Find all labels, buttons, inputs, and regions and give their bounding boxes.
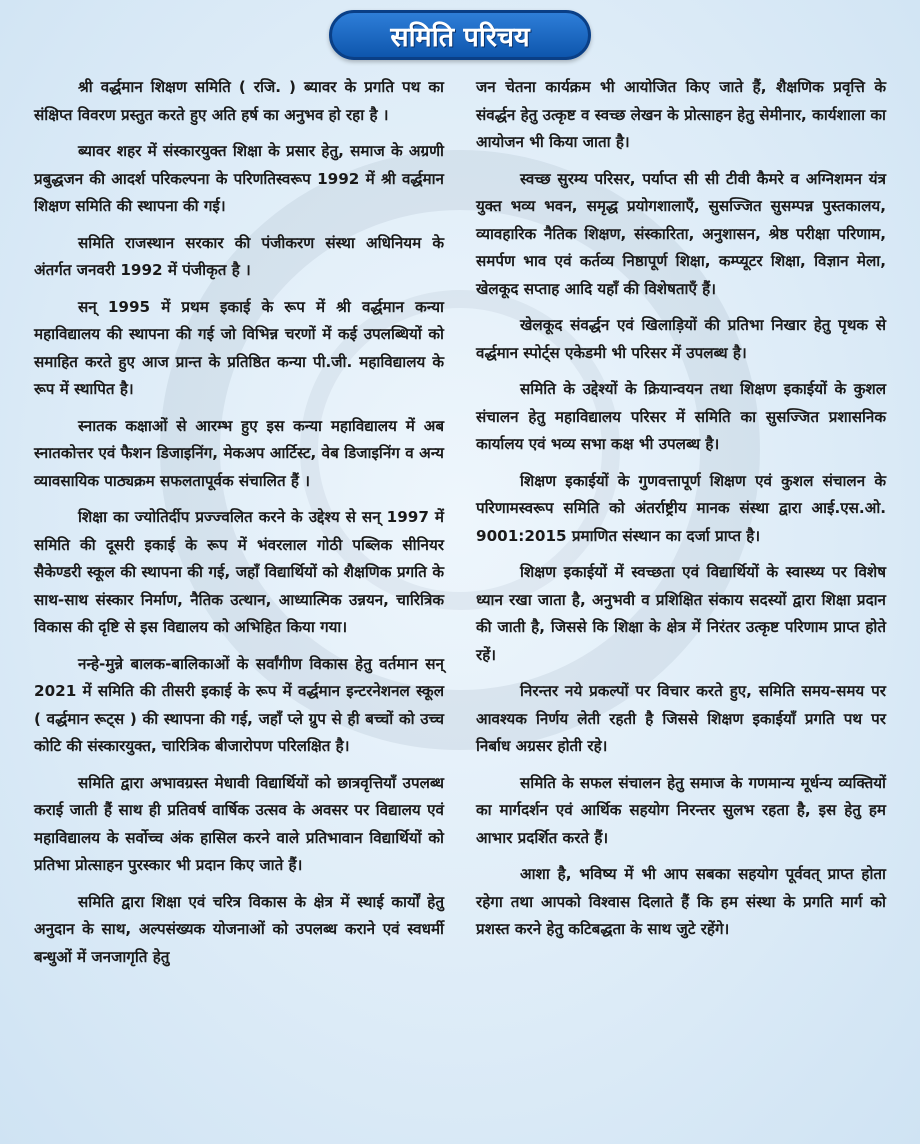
paragraph: समिति के सफल संचालन हेतु समाज के गणमान्य मूर्धन्य व्यक्तियों का मार्गदर्शन एवं आर्थिक सहयोग निरन्तर सुलभ रहता है, इस हेतु हम आभार प्रदर्शित करते हैं। (476, 773, 886, 847)
paragraph: शिक्षण इकाईयों के गुणवत्तापूर्ण शिक्षण एवं कुशल संचालन के परिणामस्वरूप समिति को अंतर्राष्ट्रीय मानक संस्था द्वारा आई.एस.ओ. 9001:2015 प्रमाणित संस्थान का दर्जा प्राप्त है। (476, 471, 886, 545)
title-pill (329, 10, 591, 60)
left-column (34, 74, 444, 1138)
paragraph: स्नातक कक्षाओं से आरम्भ हुए इस कन्या महाविद्यालय में अब स्नातकोत्तर एवं फैशन डिजाइनिंग, मेकअप आर्टिस्ट, वेब डिजाइनिंग व अन्य व्यावसायिक पाठ्यक्रम सफलतापूर्वक संचालित हैं । (34, 416, 444, 490)
paragraph: समिति राजस्थान सरकार की पंजीकरण संस्था अधिनियम के अंतर्गत जनवरी 1992 में पंजीकृत है । (34, 233, 444, 279)
paragraph: खेलकूद संवर्द्धन एवं खिलाड़ियों की प्रतिभा निखार हेतु पृथक से वर्द्धमान स्पोर्ट्स एकेडमी भी परिसर में उपलब्ध है। (476, 316, 886, 362)
paragraph-continuation: जन चेतना कार्यक्रम भी आयोजित किए जाते हैं, शैक्षणिक प्रवृत्ति के संवर्द्धन हेतु उत्कृष्ट व स्वच्छ लेखन के प्रोत्साहन हेतु सेमीनार, कार्यशाला का आयोजन भी किया जाता है। (476, 78, 886, 151)
right-column (476, 74, 886, 1138)
content-columns (34, 74, 886, 1138)
paragraph: श्री वर्द्धमान शिक्षण समिति ( रजि. ) ब्यावर के प्रगति पथ का संक्षिप्त विवरण प्रस्तुत करते हुए अति हर्ष का अनुभव हो रहा है । (34, 78, 444, 124)
paragraph: समिति द्वारा अभावग्रस्त मेधावी विद्यार्थियों को छात्रवृत्तियाँ उपलब्ध कराई जाती हैं साथ ही प्रतिवर्ष वार्षिक उत्सव के अवसर पर विद्यालय एवं महाविद्यालय के सर्वोच्च अंक हासिल करने वाले प्रतिभावान विद्यार्थियों को प्रतिभा प्रोत्साहन पुरस्कार भी प्रदान किए जाते हैं। (34, 773, 444, 874)
paragraph: आशा है, भविष्य में भी आप सबका सहयोग पूर्ववत् प्राप्त होता रहेगा तथा आपको विश्वास दिलाते हैं कि हम संस्था के प्रगति मार्ग को प्रशस्त करने हेतु कटिबद्धता के साथ जुटे रहेंगे। (476, 865, 886, 938)
paragraph: स्वच्छ सुरम्य परिसर, पर्याप्त सी सी टीवी कैमरे व अग्निशमन यंत्र युक्त भव्य भवन, समृद्ध प्रयोगशालाएँ, सुसज्जित सुसम्पन्न पुस्तकालय, व्यावहारिक नैतिक शिक्षण, संस्कारिता, अनुशासन, श्रेष्ठ परीक्षा परिणाम, समर्पण भाव एवं कर्तव्य निष्ठापूर्ण शिक्षा, कम्प्यूटर शिक्षा, विज्ञान मेला, खेलकूद सप्ताह आदि यहाँ की विशेषताएँ हैं। (476, 169, 886, 298)
paragraph: सन् 1995 में प्रथम इकाई के रूप में श्री वर्द्धमान कन्या महाविद्यालय की स्थापना की गई जो विभिन्न चरणों में कई उपलब्धियों को समाहित करते हुए आज प्रान्त के प्रतिष्ठित कन्या पी.जी. महाविद्यालय के रूप में स्थापित है। (34, 297, 444, 398)
page-title: समिति परिचय (390, 21, 530, 53)
paragraph: निरन्तर नये प्रकल्पों पर विचार करते हुए, समिति समय-समय पर आवश्यक निर्णय लेती रहती है जिससे शिक्षण इकाईयाँ प्रगति पथ पर निर्बाध अग्रसर होती रहे। (476, 682, 886, 755)
title-banner (0, 10, 920, 66)
paragraph: शिक्षा का ज्योतिर्दीप प्रज्ज्वलित करने के उद्देश्य से सन् 1997 में समिति की दूसरी इकाई के रूप में भंवरलाल गोठी पब्लिक सीनियर सैकेण्डरी स्कूल की स्थापना की गई, जहाँ विद्यार्थियों को शैक्षणिक प्रगति के साथ-साथ संस्कार निर्माण, नैतिक उत्थान, आध्यात्मिक उन्नयन, चारित्रिक विकास की दृष्टि से इस विद्यालय को अभिहित किया गया। (34, 508, 444, 636)
paragraph: समिति के उद्देश्यों के क्रियान्वयन तथा शिक्षण इकाईयों के कुशल संचालन हेतु महाविद्यालय परिसर में समिति का सुसज्जित प्रशासनिक कार्यालय एवं भव्य सभा कक्ष भी उपलब्ध है। (476, 380, 886, 453)
paragraph: शिक्षण इकाईयों में स्वच्छता एवं विद्यार्थियों के स्वास्थ्य पर विशेष ध्यान रखा जाता है, अनुभवी व प्रशिक्षित संकाय सदस्यों द्वारा शिक्षा प्रदान की जाती है, जिससे कि शिक्षा के क्षेत्र में निरंतर उत्कृष्ट परिणाम प्राप्त होते रहें। (476, 563, 886, 664)
paragraph: नन्हे-मुन्ने बालक-बालिकाओं के सर्वांगीण विकास हेतु वर्तमान सन् 2021 में समिति की तीसरी इकाई के रूप में वर्द्धमान इन्टरनेशनल स्कूल ( वर्द्धमान रूट्स ) की स्थापना की गई, जहाँ प्ले ग्रुप से ही बच्चों को उच्च कोटि की संस्कारयुक्त, चारित्रिक बीजारोपण परिलक्षित है। (34, 654, 444, 755)
paragraph: ब्यावर शहर में संस्कारयुक्त शिक्षा के प्रसार हेतु, समाज के अग्रणी प्रबुद्धजन की आदर्श परिकल्पना के परिणतिस्वरूप 1992 में श्री वर्द्धमान शिक्षण समिति की स्थापना की गई। (34, 142, 444, 215)
paragraph: समिति द्वारा शिक्षा एवं चरित्र विकास के क्षेत्र में स्थाई कार्यों हेतु अनुदान के साथ, अल्पसंख्यक योजनाओं को उपलब्ध कराने एवं स्वधर्मी बन्धुओं में जनजागृति हेतु (34, 892, 444, 966)
